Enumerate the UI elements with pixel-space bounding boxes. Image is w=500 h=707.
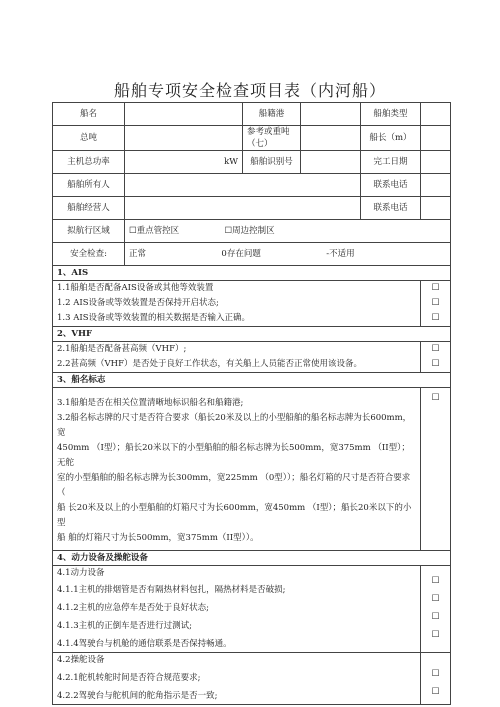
- check-legend: [125, 243, 451, 266]
- ship-type-value[interactable]: [421, 103, 451, 126]
- legend-na: -不适用: [326, 249, 355, 259]
- section-mark-body: [53, 388, 451, 551]
- section-ais-items: [53, 281, 421, 327]
- power-item-4-1-3: 4.1.3主机的正倒车是否进行过测试;: [57, 621, 192, 631]
- operator-value[interactable]: [125, 197, 361, 220]
- ship-id-value[interactable]: [301, 151, 361, 174]
- area-label: 拟航行区域: [53, 220, 125, 243]
- info-row-check-legend: [53, 243, 451, 266]
- power-checkbox-4-1-2[interactable]: ☐: [431, 594, 440, 604]
- ref-weight-value[interactable]: [301, 126, 361, 151]
- mark-item-2-line-1: 3.2船名标志牌的尺寸是否符合要求（船长20米及以上的小型船舶的船名标志牌为长600mm，宽: [57, 413, 412, 438]
- ais-checkbox-2[interactable]: ☐: [431, 298, 440, 308]
- section-vhf-header: [53, 327, 451, 342]
- power-item-4-2-1: 4.2.1舵机转舵时间是否符合规范要求;: [57, 673, 201, 683]
- vhf-checkbox-2[interactable]: ☐: [431, 359, 440, 369]
- owner-contact-label: 联系电话: [361, 174, 421, 197]
- section-ais-body: [53, 281, 451, 327]
- power-sub1-title: 4.1动力设备: [57, 568, 105, 578]
- ship-id-label: 船舶识别号: [243, 151, 301, 174]
- section-ais-header: [53, 266, 451, 281]
- power-sub2-checkboxes: [421, 653, 451, 705]
- mark-item-2-line-4: 船 长20米及以上的小型船舶的灯箱尺寸为长600mm，宽450mm （I型）；船长20米以下的小型: [57, 503, 412, 528]
- mark-checkboxes: [421, 388, 451, 551]
- section-power-title: 4、动力设备及操舵设备: [53, 551, 451, 566]
- owner-label: 船舶所有人: [53, 174, 125, 197]
- section-mark-header: [53, 373, 451, 388]
- power-item-4-1-2: 4.1.2主机的应急停车是否处于良好状态;: [57, 603, 209, 613]
- mark-checkbox-1[interactable]: ☐: [431, 393, 440, 403]
- gross-tonnage-value[interactable]: [125, 126, 243, 151]
- info-row-operator: [53, 197, 451, 220]
- area-option-key-control[interactable]: ☐重点管控区: [129, 226, 180, 236]
- kw-unit: kW: [224, 157, 238, 167]
- info-row-power: [53, 151, 451, 174]
- inspection-table: [52, 102, 451, 705]
- power-sub2-title: 4.2操舵设备: [57, 655, 105, 665]
- vhf-checkbox-1[interactable]: ☐: [431, 344, 440, 354]
- area-option-peripheral-control[interactable]: ☐周边控制区: [224, 226, 275, 236]
- section-mark-title: 3、船名标志: [53, 373, 451, 388]
- info-row-owner: [53, 174, 451, 197]
- info-row-area: [53, 220, 451, 243]
- info-row-tonnage: [53, 126, 451, 151]
- ship-type-label: 船舶类型: [361, 103, 421, 126]
- ship-length-label: 船长（m）: [361, 126, 421, 151]
- ais-checkboxes: [421, 281, 451, 327]
- power-checkbox-4-1-4[interactable]: ☐: [431, 630, 440, 640]
- port-of-registry-label: 船籍港: [243, 103, 301, 126]
- power-item-4-2-2: 4.2.2驾驶台与舵机间的舵角指示是否一致;: [57, 691, 218, 701]
- section-power-sub1: [53, 566, 451, 653]
- legend-normal: 正常: [129, 249, 147, 259]
- power-sub1-items: [53, 566, 421, 653]
- operator-contact-label: 联系电话: [361, 197, 421, 220]
- power-item-4-1-4: 4.1.4驾驶台与机舱的通信联系是否保持畅通。: [57, 639, 232, 649]
- section-vhf-body: [53, 342, 451, 373]
- owner-value[interactable]: [125, 174, 361, 197]
- power-checkbox-4-1-1[interactable]: ☐: [431, 576, 440, 586]
- ais-checkbox-3[interactable]: ☐: [431, 313, 440, 323]
- ais-item-3: 1.3 AIS设备或等效装置的相关数据是否输入正确。: [57, 313, 251, 323]
- vhf-item-2: 2.2甚高频（VHF）是否处于良好工作状态，有关船上人员能否正常使用该设备。: [57, 359, 362, 369]
- ref-weight-label: 参考或重吨（七）: [243, 126, 301, 151]
- check-legend-label: 安全检查:: [53, 243, 125, 266]
- section-mark-items: [53, 388, 421, 551]
- port-of-registry-value[interactable]: [301, 103, 361, 126]
- main-engine-power-label: 主机总功率: [53, 151, 125, 174]
- ship-name-label: 船名: [53, 103, 125, 126]
- page-title: 船舶专项安全检查项目表（内河船）: [113, 81, 386, 100]
- section-power-header: [53, 551, 451, 566]
- mark-item-1: 3.1船舶是否在相关位置清晰地标识船名和船籍港;: [57, 398, 244, 408]
- info-row-name: [53, 103, 451, 126]
- vhf-checkboxes: [421, 342, 451, 373]
- completion-date-value[interactable]: [421, 151, 451, 174]
- section-vhf-title: 2、VHF: [53, 327, 451, 342]
- power-checkbox-4-2-2[interactable]: ☐: [431, 687, 440, 697]
- mark-item-2-line-2: 450mm （I型）；船长20米以下的小型船舶的船名标志牌为长500mm，宽375mm （II型）；无舵: [57, 443, 410, 468]
- mark-item-2-line-3: 室的小型船舶的船名标志牌为长300mm，宽225mm （0型））；船名灯箱的尺寸是否符合要求（: [57, 473, 411, 498]
- ais-checkbox-1[interactable]: ☐: [431, 283, 440, 293]
- area-options: [125, 220, 451, 243]
- section-power-sub2: [53, 653, 451, 705]
- completion-date-label: 完工日期: [361, 151, 421, 174]
- owner-contact-value[interactable]: [421, 174, 451, 197]
- ship-name-value[interactable]: [125, 103, 243, 126]
- power-checkbox-4-2-1[interactable]: ☐: [431, 669, 440, 679]
- gross-tonnage-label: 总吨: [53, 126, 125, 151]
- ship-length-value[interactable]: [421, 126, 451, 151]
- mark-item-2-line-5: 船 舶的灯箱尺寸为长500mm，宽375mm（II型））。: [57, 533, 259, 543]
- ais-item-2: 1.2 AIS设备或等效装置是否保持开启状态;: [57, 298, 219, 308]
- power-checkbox-4-1-3[interactable]: ☐: [431, 612, 440, 622]
- section-vhf-items: [53, 342, 421, 373]
- section-ais-title: 1、AIS: [53, 266, 451, 281]
- power-sub1-checkboxes: [421, 566, 451, 653]
- legend-issue: 0存在问题: [221, 249, 261, 259]
- main-engine-power-value[interactable]: [125, 151, 243, 174]
- ais-item-1: 1.1船舶是否配备AIS设备或其他等效装置: [57, 283, 214, 293]
- power-sub2-items: [53, 653, 421, 705]
- power-item-4-1-1: 4.1.1主机的排烟管是否有隔热材料包扎，隔热材料是否破损;: [57, 585, 286, 595]
- operator-label: 船舶经营人: [53, 197, 125, 220]
- operator-contact-value[interactable]: [421, 197, 451, 220]
- vhf-item-1: 2.1船舶是否配备甚高频（VHF）;: [57, 344, 187, 354]
